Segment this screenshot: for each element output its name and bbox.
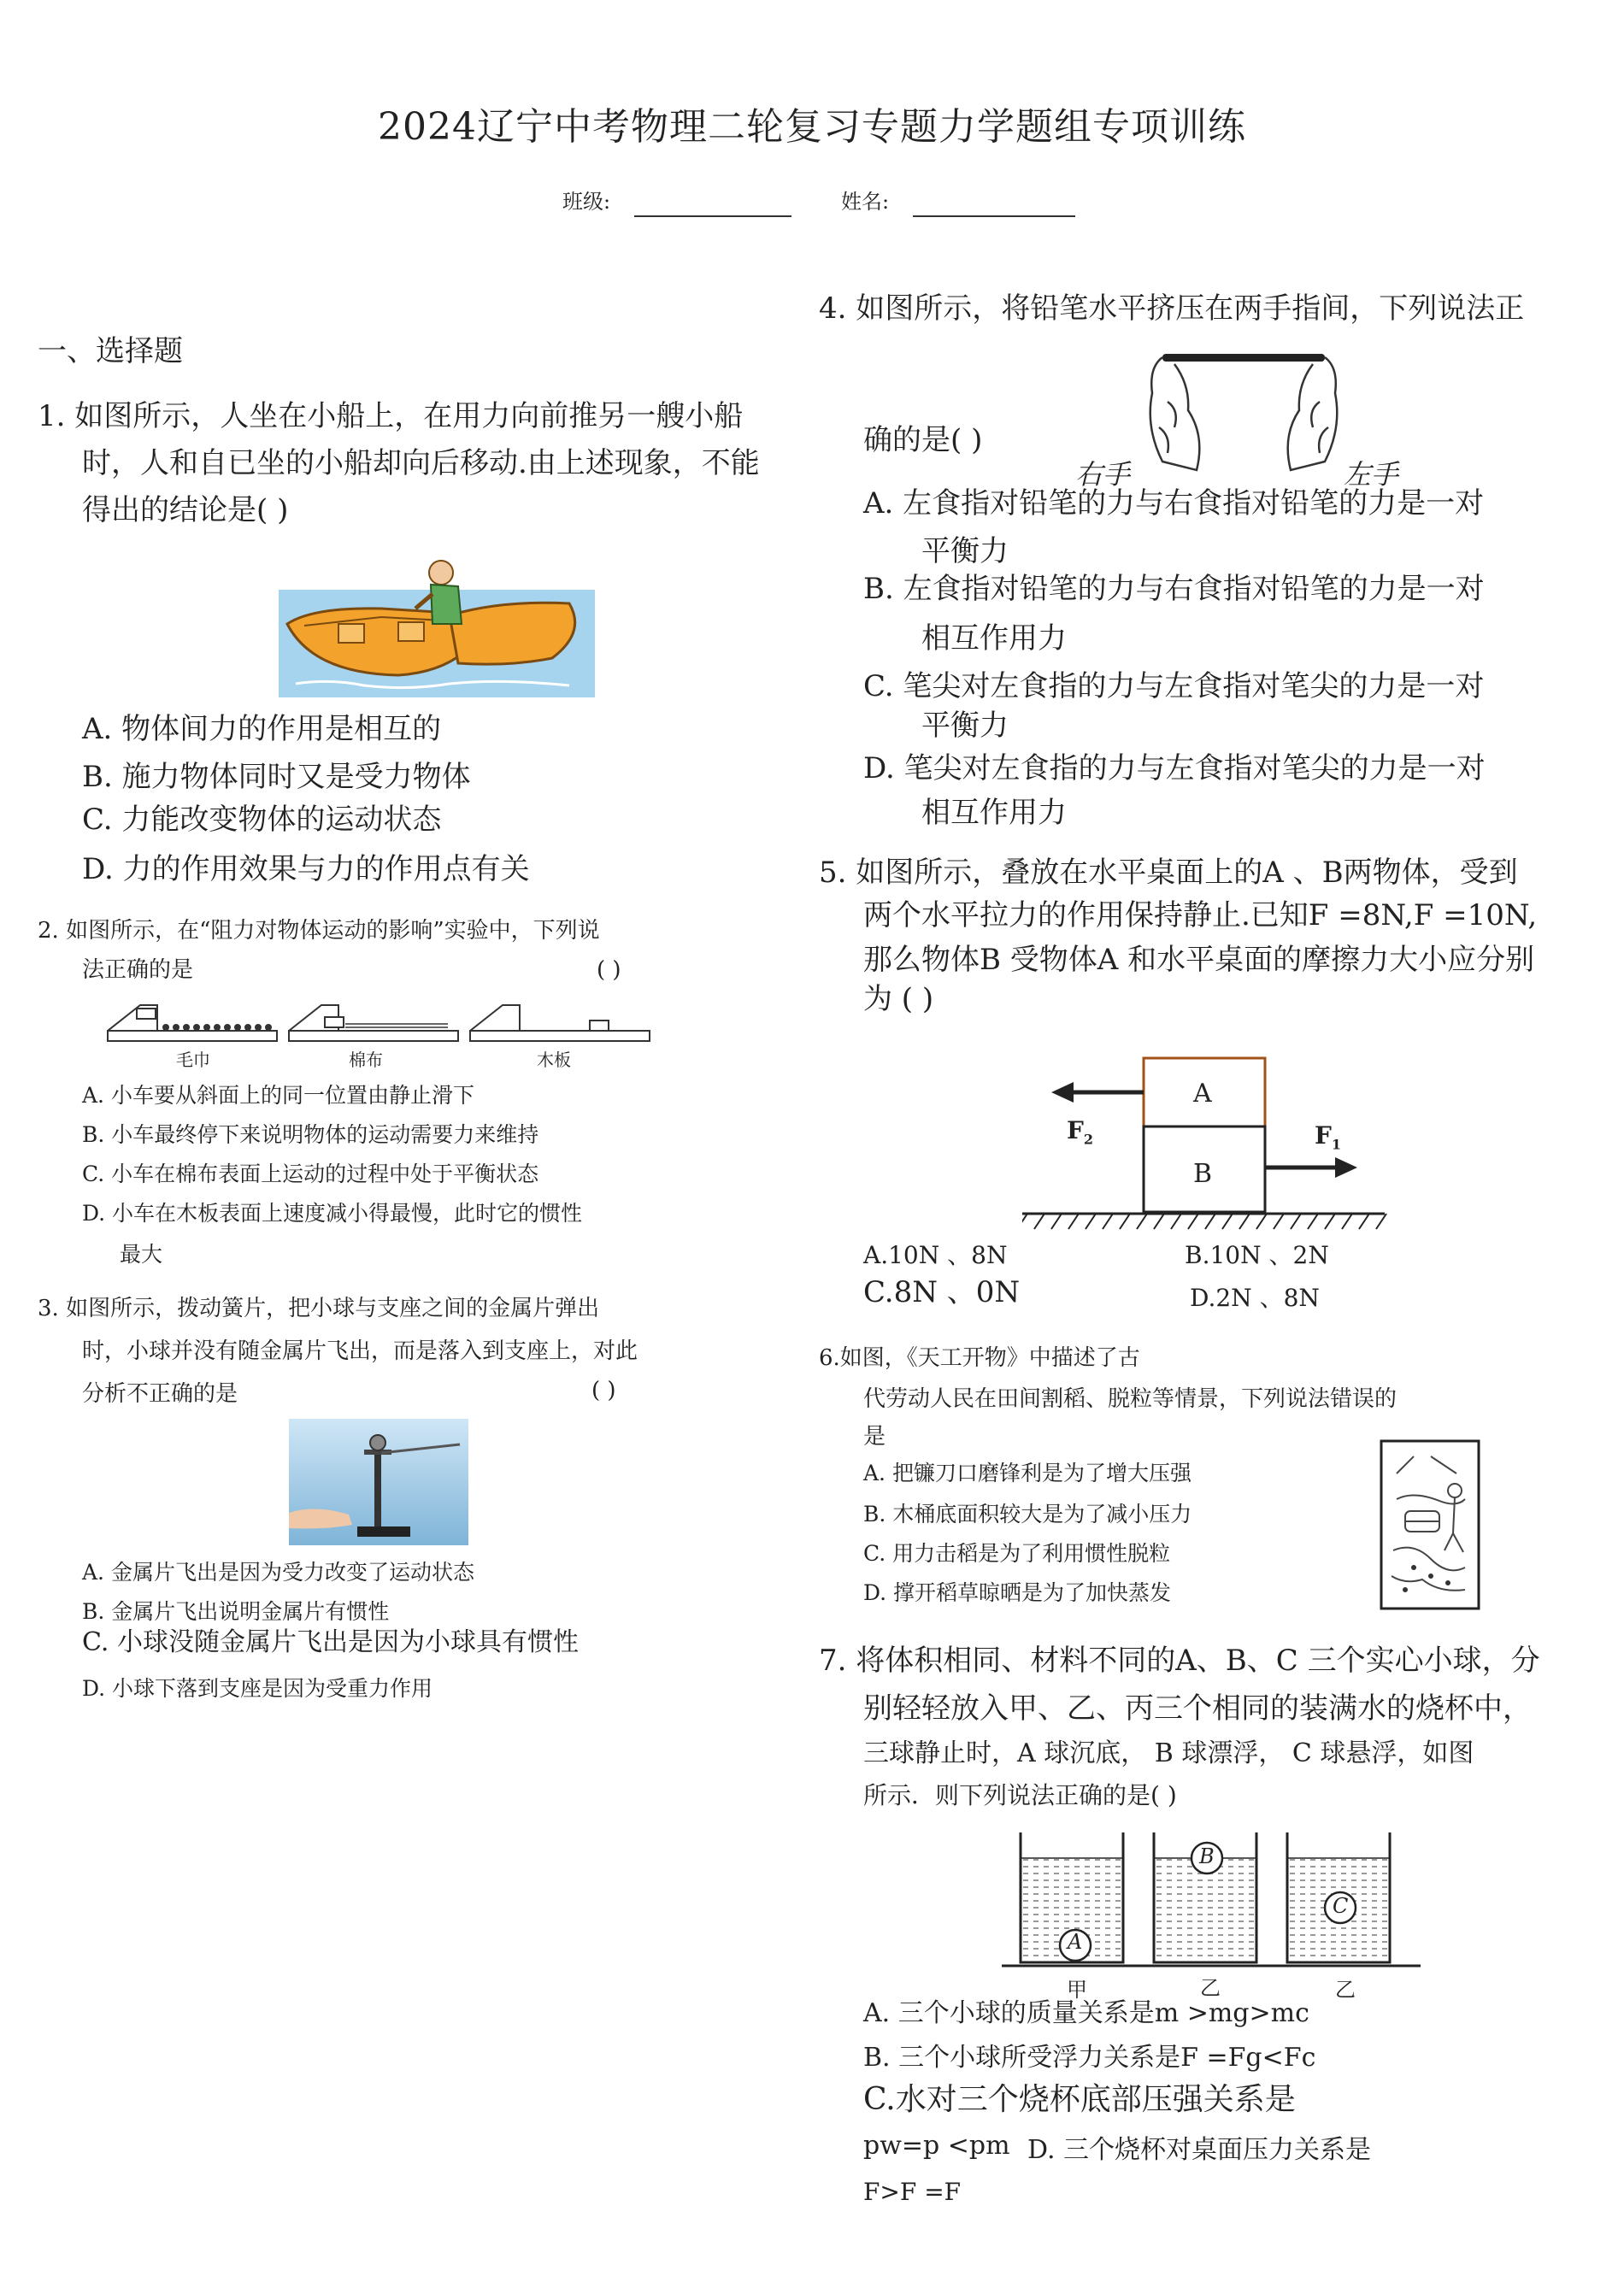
q3-line: 分析不正确的是 [82, 1381, 238, 1407]
q5-block-a-label: A [1193, 1079, 1212, 1109]
q1-line: 得出的结论是( ) [82, 493, 289, 527]
q7-ball-c-label: C [1333, 1894, 1349, 1918]
q2-paren: ( ) [597, 957, 621, 983]
q2-option-d[interactable]: D. 小车在木板表面上速度减小得最慢，此时它的惯性 [82, 1201, 583, 1226]
q3-paren: ( ) [591, 1378, 616, 1403]
friction-experiment-figure [106, 993, 653, 1044]
q7-line: 别轻轻放入甲、乙、丙三个相同的装满水的烧杯中， [863, 1691, 1532, 1726]
q1-line: 时，人和自已坐的小船却向后移动.由上述现象，不能 [82, 446, 760, 480]
q1-option-b[interactable]: B. 施力物体同时又是受力物体 [82, 760, 471, 794]
q4-line: 4. 如图所示，将铅笔水平挤压在两手指间，下列说法正 [819, 291, 1525, 326]
q6-option-b[interactable]: B. 木桶底面积较大是为了减小压力 [863, 1502, 1192, 1526]
q2-option-d-cont: 最大 [120, 1242, 163, 1267]
boat-figure [279, 556, 595, 697]
q1-option-d[interactable]: D. 力的作用效果与力的作用点有关 [82, 852, 530, 886]
q5-option-a[interactable]: A.10N 、8N [863, 1241, 1008, 1269]
name-field[interactable] [913, 193, 1075, 217]
q4-left-hand-label: 左手 [1344, 458, 1399, 491]
q2-option-b[interactable]: B. 小车最终停下来说明物体的运动需要力来维持 [82, 1122, 539, 1147]
q4-option-d[interactable]: D. 笔尖对左食指的力与左食指对笔尖的力是一对 [863, 751, 1486, 785]
q5-block-b-label: B [1193, 1159, 1213, 1189]
q7-cup-label: 乙 [1200, 1976, 1221, 2000]
pencil-fingers-figure [1137, 342, 1350, 479]
q7-option-d-cont: F>F =F [863, 2178, 962, 2206]
q6-option-d[interactable]: D. 撑开稻草晾晒是为了加快蒸发 [863, 1580, 1172, 1605]
q7-ball-a-label: A [1068, 1930, 1083, 1954]
q5-option-b[interactable]: B.10N 、2N [1185, 1241, 1329, 1269]
q5-f2-subscript: 2 [1083, 1131, 1094, 1148]
q3-option-b[interactable]: B. 金属片飞出说明金属片有惯性 [82, 1599, 390, 1624]
q5-option-d[interactable]: D.2N 、8N [1190, 1284, 1320, 1312]
q2-option-c[interactable]: C. 小车在棉布表面上运动的过程中处于平衡状态 [82, 1162, 539, 1186]
q2-line: 2. 如图所示，在“阻力对物体运动的影响”实验中，下列说 [38, 918, 600, 944]
q5-f2-label [1067, 1116, 1093, 1148]
q7-option-c-cont: pw=p <pm [863, 2131, 1010, 2161]
class-label: 班级: [562, 190, 611, 214]
q6-line: 6.如图，《天工开物》中描述了古 [819, 1345, 1140, 1371]
q7-option-a[interactable]: A. 三个小球的质量关系是m >mg>mc [863, 1998, 1309, 2028]
q2-option-a[interactable]: A. 小车要从斜面上的同一位置由静止滑下 [82, 1083, 474, 1108]
q2-label-board: 木板 [537, 1050, 571, 1070]
q7-line: 所示．则下列说法正确的是( ) [863, 1781, 1177, 1809]
q4-right-hand-label: 右手 [1075, 458, 1131, 491]
q1-line: 1. 如图所示，人坐在小船上，在用力向前推另一艘小船 [38, 399, 744, 433]
q1-option-a[interactable]: A. 物体间力的作用是相互的 [82, 712, 442, 746]
q4-option-a-cont: 平衡力 [921, 534, 1009, 568]
q7-line: 7. 将体积相同、材料不同的A、B、C 三个实心小球，分 [819, 1644, 1540, 1678]
q5-line: 两个水平拉力的作用保持静止.已知F =8N,F =10N, [863, 898, 1538, 932]
q7-option-c[interactable]: C.水对三个烧杯底部压强关系是 [863, 2082, 1296, 2117]
q4-line: 确的是( ) [863, 423, 983, 457]
q3-line: 时，小球并没有随金属片飞出，而是落入到支座上，对此 [82, 1338, 638, 1364]
q5-f1-label [1315, 1121, 1341, 1153]
q4-option-c[interactable]: C. 笔尖对左食指的力与左食指对笔尖的力是一对 [863, 669, 1485, 703]
inertia-apparatus-figure [289, 1419, 468, 1545]
q5-f1-symbol: F [1315, 1121, 1332, 1150]
tiangong-kaiwu-figure [1380, 1439, 1480, 1610]
q4-option-b[interactable]: B. 左食指对铅笔的力与右食指对铅笔的力是一对 [863, 572, 1485, 606]
q5-f2-symbol: F [1067, 1116, 1084, 1144]
q7-cup-label: 乙 [1335, 1978, 1356, 2002]
q4-option-b-cont: 相互作用力 [921, 621, 1067, 656]
q4-option-d-cont: 相互作用力 [921, 796, 1067, 830]
q5-f1-subscript: 1 [1331, 1136, 1342, 1153]
name-label: 姓名: [841, 190, 890, 214]
class-field[interactable] [634, 193, 791, 217]
q5-line: 为 ( ) [863, 982, 934, 1016]
q7-option-d[interactable]: D. 三个烧杯对桌面压力关系是 [1027, 2135, 1372, 2165]
page-title: 2024辽宁中考物理二轮复习专题力学题组专项训练 [378, 105, 1246, 149]
q2-label-cotton: 棉布 [349, 1050, 383, 1070]
q7-ball-b-label: B [1199, 1844, 1215, 1868]
q6-option-c[interactable]: C. 用力击稻是为了利用惯性脱粒 [863, 1541, 1171, 1566]
q7-line: 三球静止时，A 球沉底， B 球漂浮， C 球悬浮，如图 [863, 1738, 1474, 1768]
q3-line: 3. 如图所示，拨动簧片，把小球与支座之间的金属片弹出 [38, 1296, 600, 1321]
q6-line: 代劳动人民在田间割稻、脱粒等情景，下列说法错误的 [863, 1386, 1397, 1412]
q4-option-c-cont: 平衡力 [921, 709, 1009, 743]
q1-option-c[interactable]: C. 力能改变物体的运动状态 [82, 803, 442, 837]
q3-option-a[interactable]: A. 金属片飞出是因为受力改变了运动状态 [82, 1560, 474, 1585]
q6-line: 是 [863, 1424, 886, 1450]
q2-label-towel: 毛巾 [176, 1050, 210, 1070]
q7-option-b[interactable]: B. 三个小球所受浮力关系是F =Fg<Fc [863, 2043, 1316, 2073]
q5-line: 那么物体B 受物体A 和水平桌面的摩擦力大小应分别 [863, 943, 1535, 977]
q6-option-a[interactable]: A. 把镰刀口磨锋利是为了增大压强 [863, 1461, 1192, 1485]
q3-option-d[interactable]: D. 小球下落到支座是因为受重力作用 [82, 1676, 433, 1701]
q4-option-a[interactable]: A. 左食指对铅笔的力与右食指对铅笔的力是一对 [863, 486, 1485, 521]
q5-option-c[interactable]: C.8N 、0N [863, 1275, 1021, 1309]
q5-line: 5. 如图所示，叠放在水平桌面上的A 、B两物体，受到 [819, 856, 1518, 890]
section-heading: 一、选择题 [38, 334, 183, 368]
q7-cup-label: 甲 [1067, 1978, 1087, 2002]
q2-line: 法正确的是 [82, 957, 194, 983]
q3-option-c[interactable]: C. 小球没随金属片飞出是因为小球具有惯性 [82, 1627, 579, 1657]
